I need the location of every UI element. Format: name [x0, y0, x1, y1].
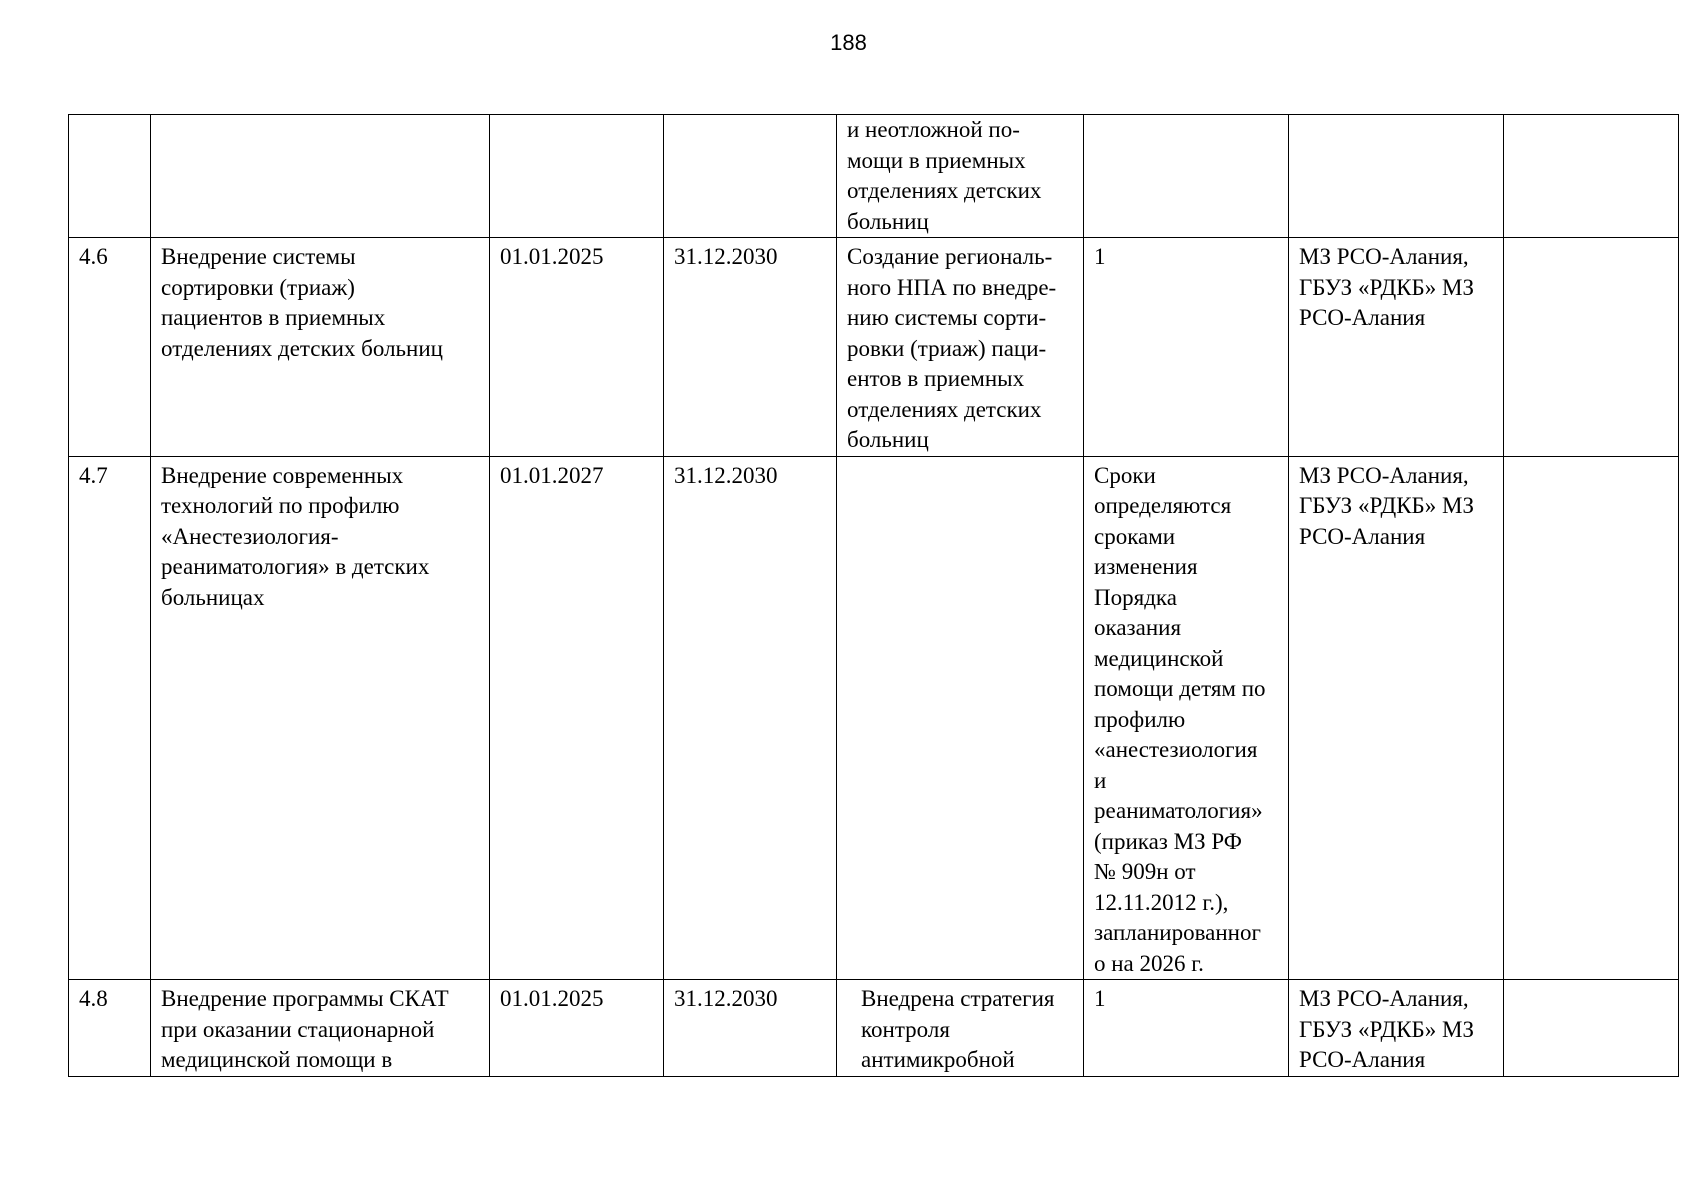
- table-row-continuation: [69, 115, 1679, 238]
- cell-start-date: 01.01.2027: [490, 456, 664, 980]
- cell-number: 4.6: [69, 238, 151, 457]
- cell-extra: [1504, 238, 1679, 457]
- table-row-4-7: [69, 456, 1679, 980]
- cell-extra: [1504, 115, 1679, 238]
- cell-indicator: 1: [1084, 980, 1289, 1077]
- cell-result: и неотложной по- мощи в приемных отделениях детских больниц: [837, 115, 1084, 238]
- cell-number: [69, 115, 151, 238]
- cell-result: [837, 456, 1084, 980]
- cell-number: 4.8: [69, 980, 151, 1077]
- cell-responsible: МЗ РСО-Алания, ГБУЗ «РДКБ» МЗ РСО-Алания: [1289, 238, 1504, 457]
- cell-extra: [1504, 980, 1679, 1077]
- cell-measure-name: Внедрение современных технологий по профилю «Анестезиология- реаниматология» в детских больницах: [151, 456, 490, 980]
- cell-start-date: 01.01.2025: [490, 980, 664, 1077]
- measures-table: [68, 114, 1679, 1077]
- cell-result: Создание региональ- ного НПА по внедре- нию системы сорти- ровки (триаж) паци- ентов в приемных отделениях детских больниц: [837, 238, 1084, 457]
- cell-responsible: МЗ РСО-Алания, ГБУЗ «РДКБ» МЗ РСО-Алания: [1289, 980, 1504, 1077]
- cell-start-date: [490, 115, 664, 238]
- cell-number: 4.7: [69, 456, 151, 980]
- table-row-4-8: [69, 980, 1679, 1077]
- cell-end-date: 31.12.2030: [664, 238, 837, 457]
- cell-responsible: [1289, 115, 1504, 238]
- table-row-4-6: [69, 238, 1679, 457]
- cell-responsible: МЗ РСО-Алания, ГБУЗ «РДКБ» МЗ РСО-Алания: [1289, 456, 1504, 980]
- cell-measure-name: Внедрение программы СКАТ при оказании стационарной медицинской помощи в: [151, 980, 490, 1077]
- cell-measure-name: Внедрение системы сортировки (триаж) пациентов в приемных отделениях детских больниц: [151, 238, 490, 457]
- cell-indicator: [1084, 115, 1289, 238]
- cell-end-date: [664, 115, 837, 238]
- cell-start-date: 01.01.2025: [490, 238, 664, 457]
- cell-end-date: 31.12.2030: [664, 456, 837, 980]
- cell-indicator: Сроки определяются сроками изменения Порядка оказания медицинской помощи детям по профилю «анестезиология и реаниматология» (приказ МЗ РФ № 909н от 12.11.2012 г.), запланированног о на 2026 г.: [1084, 456, 1289, 980]
- cell-indicator: 1: [1084, 238, 1289, 457]
- cell-end-date: 31.12.2030: [664, 980, 837, 1077]
- cell-measure-name: [151, 115, 490, 238]
- cell-extra: [1504, 456, 1679, 980]
- cell-result: Внедрена стратегия контроля антимикробной: [837, 980, 1084, 1077]
- page-number: 188: [830, 30, 867, 55]
